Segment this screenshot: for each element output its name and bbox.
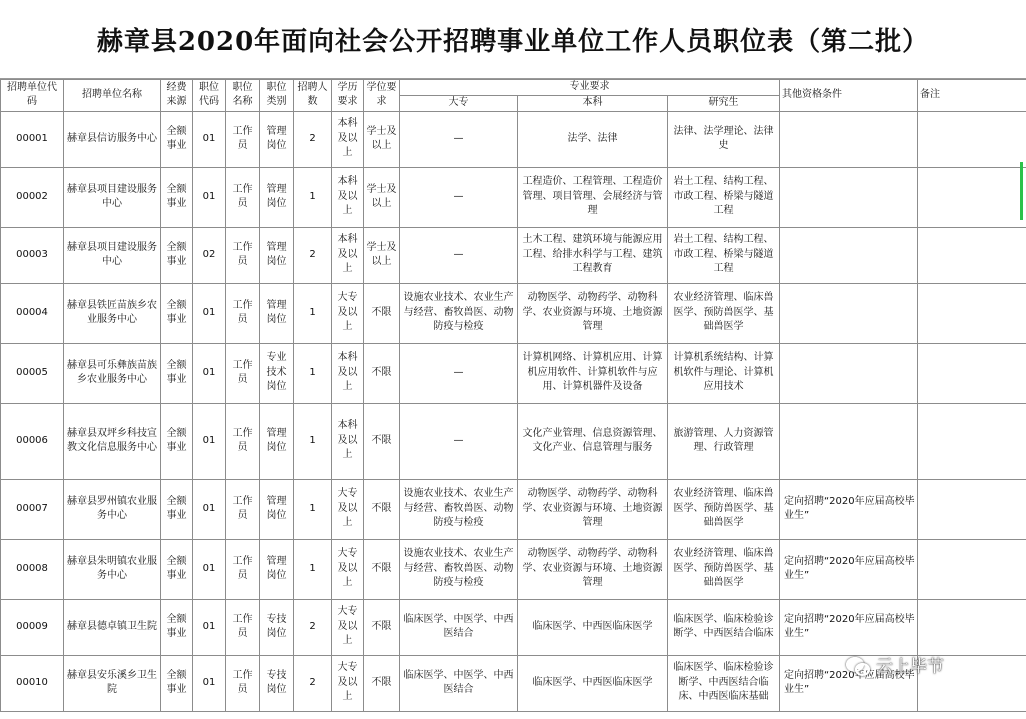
cell-other[interactable]: 定向招聘“2020年应届高校毕业生” xyxy=(780,655,918,711)
cell-pos-code[interactable]: 01 xyxy=(193,403,226,479)
cell-other[interactable]: 定向招聘“2020年应届高校毕业生” xyxy=(780,539,918,599)
cell-degree[interactable]: 学士及以上 xyxy=(364,111,400,167)
cell-pos-name[interactable]: 工作员 xyxy=(226,599,260,655)
cell-unit[interactable]: 赫章县德卓镇卫生院 xyxy=(64,599,161,655)
cell-major-dazhuan[interactable]: — xyxy=(400,167,518,227)
cell-pos-code[interactable]: 02 xyxy=(193,227,226,283)
cell-unit[interactable]: 赫章县安乐溪乡卫生院 xyxy=(64,655,161,711)
cell-unit[interactable]: 赫章县可乐彝族苗族乡农业服务中心 xyxy=(64,343,161,403)
cell-degree[interactable]: 不限 xyxy=(364,539,400,599)
cell-unit[interactable]: 赫章县项目建设服务中心 xyxy=(64,167,161,227)
header-pos-type: 职位类别 xyxy=(260,80,294,112)
cell-degree[interactable]: 不限 xyxy=(364,403,400,479)
table-row xyxy=(1,283,1026,343)
cell-code[interactable]: 00002 xyxy=(1,167,64,227)
cell-edu[interactable]: 本科及以上 xyxy=(332,343,364,403)
cell-major-dazhuan[interactable]: 设施农业技术、农业生产与经营、畜牧兽医、动物防疫与检疫 xyxy=(400,539,518,599)
header-count: 招聘人数 xyxy=(294,80,332,112)
cell-edu[interactable]: 大专及以上 xyxy=(332,539,364,599)
watermark-text: 云上毕节 xyxy=(876,657,944,677)
cell-note[interactable] xyxy=(918,403,1026,479)
header-major: 专业要求 xyxy=(400,80,780,96)
cell-pos-name[interactable]: 工作员 xyxy=(226,283,260,343)
cell-pos-name[interactable]: 工作员 xyxy=(226,539,260,599)
cell-code[interactable]: 00010 xyxy=(1,655,64,711)
table-row xyxy=(1,539,1026,599)
header-edu: 学历要求 xyxy=(332,80,364,112)
cell-count[interactable]: 2 xyxy=(294,111,332,167)
cell-code[interactable]: 00006 xyxy=(1,403,64,479)
cell-degree[interactable]: 学士及以上 xyxy=(364,167,400,227)
header-pos-code: 职位代码 xyxy=(193,80,226,112)
cell-pos-code[interactable]: 01 xyxy=(193,479,226,539)
table-row xyxy=(1,403,1026,479)
cell-pos-type[interactable]: 管理岗位 xyxy=(260,403,294,479)
cell-note[interactable] xyxy=(918,167,1026,227)
cell-edu[interactable]: 大专及以上 xyxy=(332,655,364,711)
header-row xyxy=(1,80,1026,96)
cell-unit[interactable]: 赫章县信访服务中心 xyxy=(64,111,161,167)
cell-other[interactable] xyxy=(780,283,918,343)
cell-code[interactable]: 00008 xyxy=(1,539,64,599)
cell-pos-code[interactable]: 01 xyxy=(193,599,226,655)
header-major-dazhuan: 大专 xyxy=(400,95,518,111)
header-pos-name: 职位名称 xyxy=(226,80,260,112)
cell-pos-name[interactable]: 工作员 xyxy=(226,403,260,479)
cell-note[interactable] xyxy=(918,283,1026,343)
header-major-yjs: 研究生 xyxy=(668,95,780,111)
cell-fund[interactable]: 全额事业 xyxy=(161,403,193,479)
cell-degree[interactable]: 不限 xyxy=(364,343,400,403)
cell-other[interactable] xyxy=(780,227,918,283)
cell-code[interactable]: 00005 xyxy=(1,343,64,403)
cell-note[interactable] xyxy=(918,111,1026,167)
cell-degree[interactable]: 不限 xyxy=(364,599,400,655)
cell-pos-code[interactable]: 01 xyxy=(193,283,226,343)
cell-major-benke[interactable]: 动物医学、动物药学、动物科学、农业资源与环境、土地资源管理 xyxy=(518,283,668,343)
cell-major-benke[interactable]: 计算机网络、计算机应用、计算机应用软件、计算机软件与应用、计算机器件及设备 xyxy=(518,343,668,403)
cell-major-yjs[interactable]: 农业经济管理、临床兽医学、预防兽医学、基础兽医学 xyxy=(668,479,780,539)
wechat-icon xyxy=(846,655,870,675)
cell-major-dazhuan[interactable]: 临床医学、中医学、中西医结合 xyxy=(400,655,518,711)
cell-edu[interactable]: 大专及以上 xyxy=(332,479,364,539)
cell-fund[interactable]: 全额事业 xyxy=(161,167,193,227)
cell-note[interactable] xyxy=(918,539,1026,599)
cell-fund[interactable]: 全额事业 xyxy=(161,283,193,343)
cell-count[interactable]: 1 xyxy=(294,283,332,343)
cell-note[interactable] xyxy=(918,479,1026,539)
cell-count[interactable]: 1 xyxy=(294,167,332,227)
cell-pos-type[interactable]: 管理岗位 xyxy=(260,227,294,283)
table-row xyxy=(1,599,1026,655)
cell-major-dazhuan[interactable]: — xyxy=(400,227,518,283)
cell-major-yjs[interactable]: 计算机系统结构、计算机软件与理论、计算机应用技术 xyxy=(668,343,780,403)
cell-fund[interactable]: 全额事业 xyxy=(161,539,193,599)
cell-major-benke[interactable]: 动物医学、动物药学、动物科学、农业资源与环境、土地资源管理 xyxy=(518,539,668,599)
cell-unit[interactable]: 赫章县铁匠苗族乡农业服务中心 xyxy=(64,283,161,343)
cell-major-dazhuan[interactable]: 临床医学、中医学、中西医结合 xyxy=(400,599,518,655)
cell-edu[interactable]: 本科及以上 xyxy=(332,111,364,167)
cell-degree[interactable]: 不限 xyxy=(364,655,400,711)
cell-count[interactable]: 1 xyxy=(294,403,332,479)
cell-code[interactable]: 00004 xyxy=(1,283,64,343)
header-other: 其他资格条件 xyxy=(780,80,918,112)
cell-major-dazhuan[interactable]: — xyxy=(400,343,518,403)
cell-major-yjs[interactable]: 法律、法学理论、法律史 xyxy=(668,111,780,167)
cell-unit[interactable]: 赫章县罗州镇农业服务中心 xyxy=(64,479,161,539)
cell-edu[interactable]: 大专及以上 xyxy=(332,283,364,343)
cell-edu[interactable]: 本科及以上 xyxy=(332,403,364,479)
positions-table xyxy=(0,79,1026,712)
cell-fund[interactable]: 全额事业 xyxy=(161,655,193,711)
cell-major-benke[interactable]: 动物医学、动物药学、动物科学、农业资源与环境、土地资源管理 xyxy=(518,479,668,539)
header-fund: 经费来源 xyxy=(161,80,193,112)
cell-pos-code[interactable]: 01 xyxy=(193,343,226,403)
table-row xyxy=(1,167,1026,227)
cell-other[interactable] xyxy=(780,343,918,403)
cell-major-benke[interactable]: 文化产业管理、信息资源管理、文化产业、信息管理与服务 xyxy=(518,403,668,479)
cell-pos-code[interactable]: 01 xyxy=(193,167,226,227)
cell-unit[interactable]: 赫章县双坪乡科技宣教文化信息服务中心 xyxy=(64,403,161,479)
header-note: 备注 xyxy=(918,80,1026,112)
table-row xyxy=(1,111,1026,167)
cell-degree[interactable]: 不限 xyxy=(364,479,400,539)
cell-pos-type[interactable]: 专技岗位 xyxy=(260,655,294,711)
cell-pos-type[interactable]: 管理岗位 xyxy=(260,283,294,343)
cell-pos-code[interactable]: 01 xyxy=(193,655,226,711)
cell-major-yjs[interactable]: 岩土工程、结构工程、市政工程、桥梁与隧道工程 xyxy=(668,167,780,227)
cell-major-benke[interactable]: 工程造价、工程管理、工程造价管理、项目管理、会展经济与管理 xyxy=(518,167,668,227)
cell-note[interactable] xyxy=(918,227,1026,283)
cell-fund[interactable]: 全额事业 xyxy=(161,343,193,403)
cell-unit[interactable]: 赫章县朱明镇农业服务中心 xyxy=(64,539,161,599)
cell-edu[interactable]: 本科及以上 xyxy=(332,227,364,283)
cell-pos-type[interactable]: 管理岗位 xyxy=(260,111,294,167)
cell-code[interactable]: 00003 xyxy=(1,227,64,283)
table-row xyxy=(1,343,1026,403)
cell-pos-code[interactable]: 01 xyxy=(193,539,226,599)
cell-pos-type[interactable]: 专技岗位 xyxy=(260,599,294,655)
cell-other[interactable]: 定向招聘“2020年应届高校毕业生” xyxy=(780,599,918,655)
cell-major-yjs[interactable]: 临床医学、临床检验诊断学、中西医结合临床 xyxy=(668,599,780,655)
table-row xyxy=(1,479,1026,539)
cell-degree[interactable]: 不限 xyxy=(364,283,400,343)
cell-pos-type[interactable]: 专业技术岗位 xyxy=(260,343,294,403)
cell-count[interactable]: 1 xyxy=(294,343,332,403)
cell-degree[interactable]: 学士及以上 xyxy=(364,227,400,283)
cell-pos-name[interactable]: 工作员 xyxy=(226,479,260,539)
cell-other[interactable]: 定向招聘“2020年应届高校毕业生” xyxy=(780,479,918,539)
cell-code[interactable]: 00009 xyxy=(1,599,64,655)
cell-code[interactable]: 00007 xyxy=(1,479,64,539)
cell-major-benke[interactable]: 法学、法律 xyxy=(518,111,668,167)
cell-note[interactable] xyxy=(918,599,1026,655)
header-unit: 招聘单位名称 xyxy=(64,80,161,112)
cell-pos-name[interactable]: 工作员 xyxy=(226,167,260,227)
cell-count[interactable]: 1 xyxy=(294,539,332,599)
watermark xyxy=(846,652,944,677)
cell-major-dazhuan[interactable]: — xyxy=(400,403,518,479)
cell-major-yjs[interactable]: 临床医学、临床检验诊断学、中西医结合临床、中西医临床基础 xyxy=(668,655,780,711)
cell-count[interactable]: 2 xyxy=(294,655,332,711)
cell-count[interactable]: 2 xyxy=(294,599,332,655)
cell-major-dazhuan[interactable]: — xyxy=(400,111,518,167)
cell-pos-type[interactable]: 管理岗位 xyxy=(260,167,294,227)
cell-pos-name[interactable]: 工作员 xyxy=(226,343,260,403)
cell-edu[interactable]: 大专及以上 xyxy=(332,599,364,655)
cell-edu[interactable]: 本科及以上 xyxy=(332,167,364,227)
cell-count[interactable]: 2 xyxy=(294,227,332,283)
header-code: 招聘单位代码 xyxy=(1,80,64,112)
cell-code[interactable]: 00001 xyxy=(1,111,64,167)
cell-other[interactable] xyxy=(780,167,918,227)
cell-pos-name[interactable]: 工作员 xyxy=(226,111,260,167)
cell-pos-type[interactable]: 管理岗位 xyxy=(260,539,294,599)
cell-pos-type[interactable]: 管理岗位 xyxy=(260,479,294,539)
cell-fund[interactable]: 全额事业 xyxy=(161,227,193,283)
cell-major-benke[interactable]: 临床医学、中西医临床医学 xyxy=(518,599,668,655)
cell-other[interactable] xyxy=(780,111,918,167)
table-row xyxy=(1,227,1026,283)
cell-major-benke[interactable]: 土木工程、建筑环境与能源应用工程、给排水科学与工程、建筑工程教育 xyxy=(518,227,668,283)
page-title: 赫章县2020年面向社会公开招聘事业单位工作人员职位表（第二批） xyxy=(0,0,1026,79)
cell-major-benke[interactable]: 临床医学、中西医临床医学 xyxy=(518,655,668,711)
cell-pos-name[interactable]: 工作员 xyxy=(226,655,260,711)
cell-pos-code[interactable]: 01 xyxy=(193,111,226,167)
cell-major-yjs[interactable]: 农业经济管理、临床兽医学、预防兽医学、基础兽医学 xyxy=(668,539,780,599)
header-major-benke: 本科 xyxy=(518,95,668,111)
header-degree: 学位要求 xyxy=(364,80,400,112)
cell-count[interactable]: 1 xyxy=(294,479,332,539)
cell-major-dazhuan[interactable]: 设施农业技术、农业生产与经营、畜牧兽医、动物防疫与检疫 xyxy=(400,283,518,343)
cell-fund[interactable]: 全额事业 xyxy=(161,599,193,655)
cell-other[interactable] xyxy=(780,403,918,479)
cell-fund[interactable]: 全额事业 xyxy=(161,479,193,539)
cell-unit[interactable]: 赫章县项目建设服务中心 xyxy=(64,227,161,283)
selection-marker xyxy=(1020,162,1023,220)
cell-fund[interactable]: 全额事业 xyxy=(161,111,193,167)
cell-major-yjs[interactable]: 旅游管理、人力资源管理、行政管理 xyxy=(668,403,780,479)
cell-major-dazhuan[interactable]: 设施农业技术、农业生产与经营、畜牧兽医、动物防疫与检疫 xyxy=(400,479,518,539)
cell-major-yjs[interactable]: 岩土工程、结构工程、市政工程、桥梁与隧道工程 xyxy=(668,227,780,283)
table-body xyxy=(1,111,1026,711)
cell-pos-name[interactable]: 工作员 xyxy=(226,227,260,283)
cell-note[interactable] xyxy=(918,343,1026,403)
cell-major-yjs[interactable]: 农业经济管理、临床兽医学、预防兽医学、基础兽医学 xyxy=(668,283,780,343)
